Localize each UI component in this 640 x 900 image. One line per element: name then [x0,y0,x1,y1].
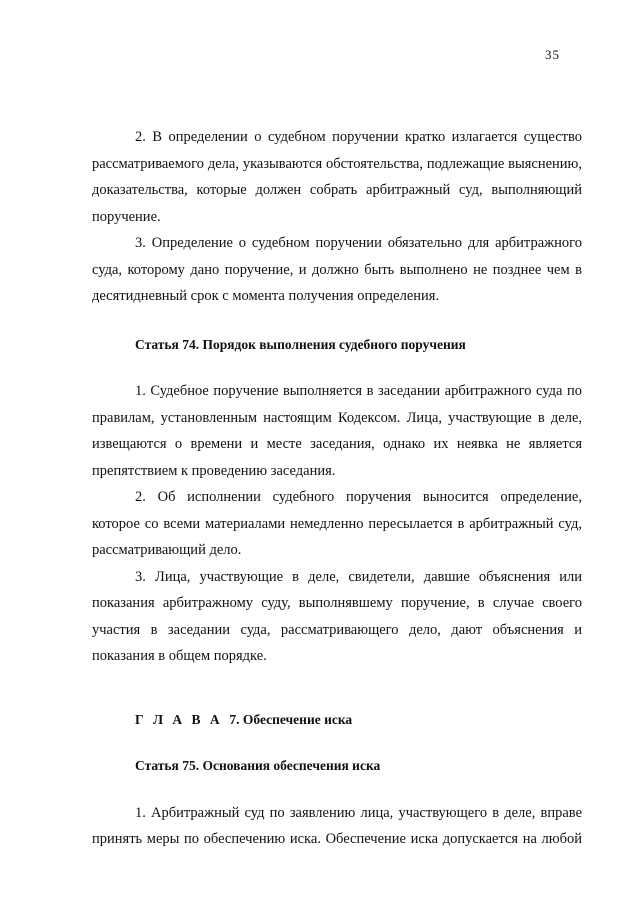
article-75-heading: Статья 75. Основания обеспечения иска [135,758,381,773]
paragraph-article74-item3: 3. Лица, участвующие в деле, свидетели, давшие объяснения или показания арбитражному суду, выполнявшему поручение, в случае своего участия в заседании суда, рассматривающего дело, дают объяснения и показания в общем порядке. [92,568,582,664]
chapter-heading [92,707,582,734]
document-body [92,124,582,853]
article-74-heading: Статья 74. Порядок выполнения судебного поручения [135,336,466,352]
page-number: 35 [545,47,560,62]
paragraph-article75-item1: 1. Арбитражный суд по заявлению лица, участвующего в деле, вправе принять меры по обеспечению иска. Обеспечение иска допускается на любой [92,804,582,847]
paragraph-article74-item2: 2. Об исполнении судебного поручения выносится определение, которое со всеми материалами немедленно пересылается в арбитражный суд, рассматривающий дело. [92,489,582,558]
chapter-title: 7. Обеспечение иска [229,711,353,727]
paragraph-article74-item1: 1. Судебное поручение выполняется в заседании арбитражного суда по правилам, установленным настоящим Кодексом. Лица, участвующие в деле, извещаются о времени и месте заседания, однако их неявка не является препятствием к проведению заседания. [92,383,582,479]
paragraph-article73-item2: 2. В определении о судебном поручении кратко излагается существо рассматриваемого дела, указываются обстоятельства, подлежащие выяснению, доказательства, которые должен собрать арбитражный суд, выполняющий поручение. [92,129,582,225]
chapter-label: Г Л А В А [135,711,223,727]
paragraph-article73-item3: 3. Определение о судебном поручении обязательно для арбитражного суда, которому дано поручение, и должно быть выполнено не позднее чем в десятидневный срок с момента получения определения. [92,235,582,304]
